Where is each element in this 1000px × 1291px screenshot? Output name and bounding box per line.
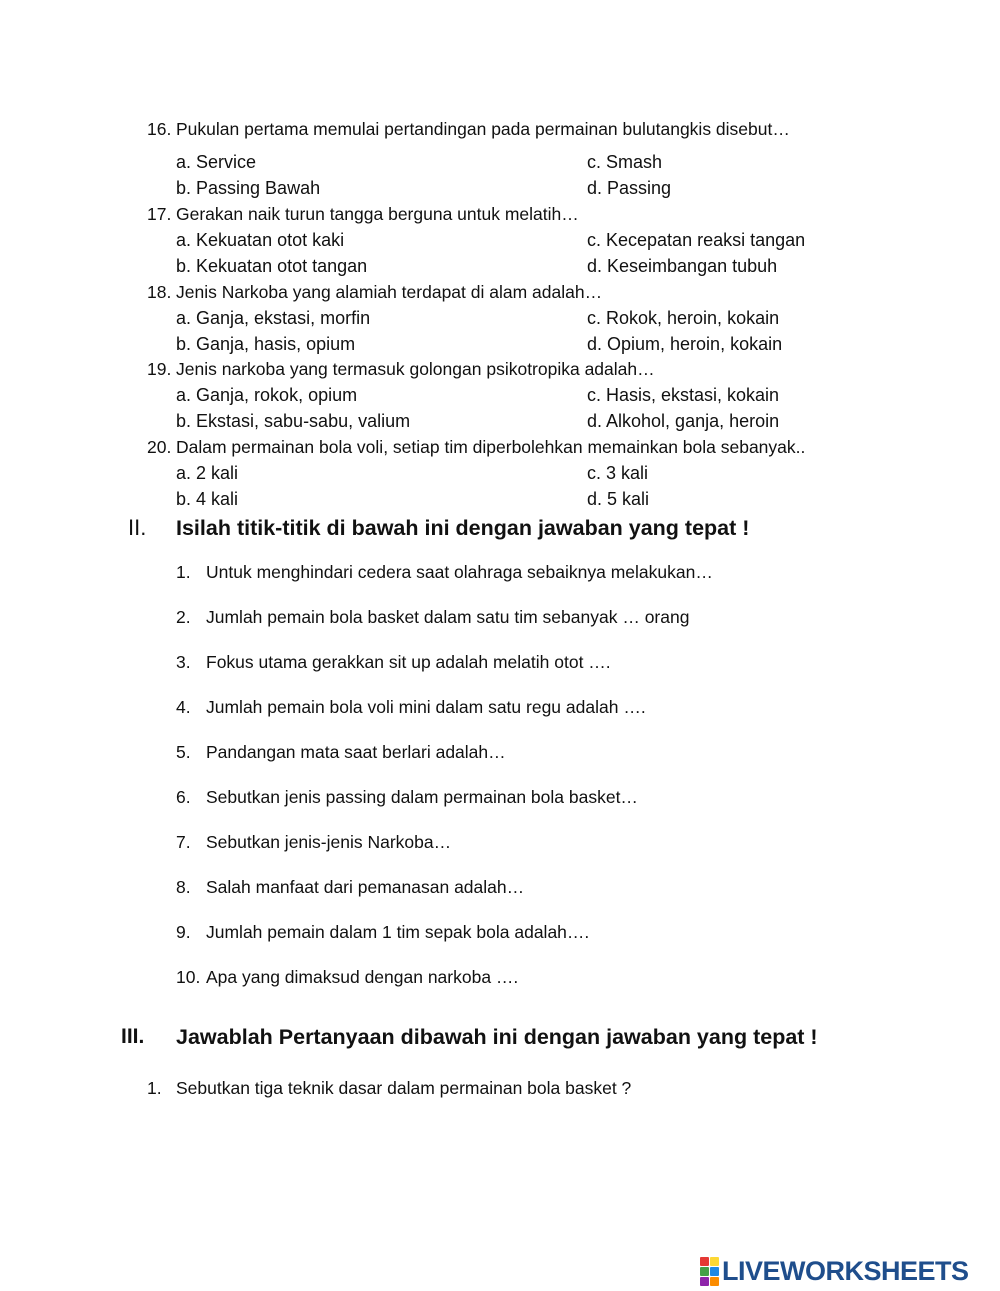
item-text: Pandangan mata saat berlari adalah…: [206, 742, 506, 762]
section-numeral: II.: [128, 515, 147, 540]
item-number: 9.: [176, 922, 191, 942]
item-text: Untuk menghindari cedera saat olahraga sebaiknya melakukan…: [206, 562, 713, 582]
item-number: 7.: [176, 832, 191, 852]
option-b[interactable]: b. Passing Bawah: [176, 178, 321, 198]
question-text: Dalam permainan bola voli, setiap tim diperbolehkan memainkan bola sebanyak..: [176, 437, 806, 457]
option-b[interactable]: b. Ekstasi, sabu-sabu, valium: [176, 411, 411, 431]
item-number: 3.: [176, 652, 191, 672]
liveworksheets-logo: [700, 1256, 969, 1286]
section-numeral: III.: [121, 1025, 145, 1048]
option-c[interactable]: c. Rokok, heroin, kokain: [587, 308, 780, 328]
option-a[interactable]: a. Ganja, rokok, opium: [176, 385, 358, 405]
logo-block: [710, 1267, 719, 1276]
item-number: 8.: [176, 877, 191, 897]
option-a[interactable]: a. Ganja, ekstasi, morfin: [176, 308, 371, 328]
item-text: Jumlah pemain dalam 1 tim sepak bola adalah….: [206, 922, 590, 942]
logo-block: [700, 1257, 709, 1266]
question-text: Pukulan pertama memulai pertandingan pada permainan bulutangkis disebut…: [176, 119, 790, 139]
question-number: 17.: [147, 204, 172, 224]
option-d[interactable]: d. Alkohol, ganja, heroin: [587, 411, 780, 431]
option-b[interactable]: b. Ganja, hasis, opium: [176, 334, 356, 354]
item-text: Sebutkan jenis passing dalam permainan bola basket…: [206, 787, 638, 807]
option-c[interactable]: c. Kecepatan reaksi tangan: [587, 230, 806, 250]
question-text: Gerakan naik turun tangga berguna untuk melatih…: [176, 204, 579, 224]
question-number: 16.: [147, 119, 172, 139]
option-c[interactable]: c. Hasis, ekstasi, kokain: [587, 385, 780, 405]
question-number: 20.: [147, 437, 172, 457]
logo-blocks-icon: [700, 1257, 719, 1286]
option-d[interactable]: d. 5 kali: [587, 489, 650, 509]
option-d[interactable]: d. Passing: [587, 178, 672, 198]
item-number: 1.: [176, 562, 191, 582]
logo-text: LIVEWORKSHEETS: [722, 1255, 969, 1286]
section-title: Jawablah Pertanyaan dibawah ini dengan jawaban yang tepat !: [176, 1025, 818, 1049]
logo-block: [700, 1267, 709, 1276]
item-number: 6.: [176, 787, 191, 807]
option-c[interactable]: c. 3 kali: [587, 463, 649, 483]
question-text: Jenis Narkoba yang alamiah terdapat di alam adalah…: [176, 282, 603, 302]
item-text: Sebutkan jenis-jenis Narkoba…: [206, 832, 452, 852]
option-d[interactable]: d. Keseimbangan tubuh: [587, 256, 778, 276]
item-number: 10.: [176, 967, 201, 987]
option-d[interactable]: d. Opium, heroin, kokain: [587, 334, 783, 354]
item-number: 1.: [147, 1078, 162, 1098]
option-a[interactable]: a. Service: [176, 152, 257, 172]
question-text: Jenis narkoba yang termasuk golongan psikotropika adalah…: [176, 359, 655, 379]
option-c[interactable]: c. Smash: [587, 152, 663, 172]
item-text: Jumlah pemain bola voli mini dalam satu regu adalah ….: [206, 697, 646, 717]
item-number: 5.: [176, 742, 191, 762]
option-b[interactable]: b. 4 kali: [176, 489, 239, 509]
question-number: 18.: [147, 282, 172, 302]
section-title: Isilah titik-titik di bawah ini dengan jawaban yang tepat !: [176, 516, 750, 540]
question-number: 19.: [147, 359, 172, 379]
item-number: 4.: [176, 697, 191, 717]
option-b[interactable]: b. Kekuatan otot tangan: [176, 256, 368, 276]
logo-block: [710, 1257, 719, 1266]
item-text: Sebutkan tiga teknik dasar dalam permainan bola basket ?: [176, 1078, 632, 1098]
item-text: Jumlah pemain bola basket dalam satu tim sebanyak … orang: [206, 607, 690, 627]
item-number: 2.: [176, 607, 191, 627]
item-text: Apa yang dimaksud dengan narkoba ….: [206, 967, 519, 987]
item-text: Salah manfaat dari pemanasan adalah…: [206, 877, 525, 897]
logo-block: [710, 1277, 719, 1286]
option-a[interactable]: a. Kekuatan otot kaki: [176, 230, 345, 250]
logo-block: [700, 1277, 709, 1286]
item-text: Fokus utama gerakkan sit up adalah melatih otot ….: [206, 652, 611, 672]
option-a[interactable]: a. 2 kali: [176, 463, 239, 483]
